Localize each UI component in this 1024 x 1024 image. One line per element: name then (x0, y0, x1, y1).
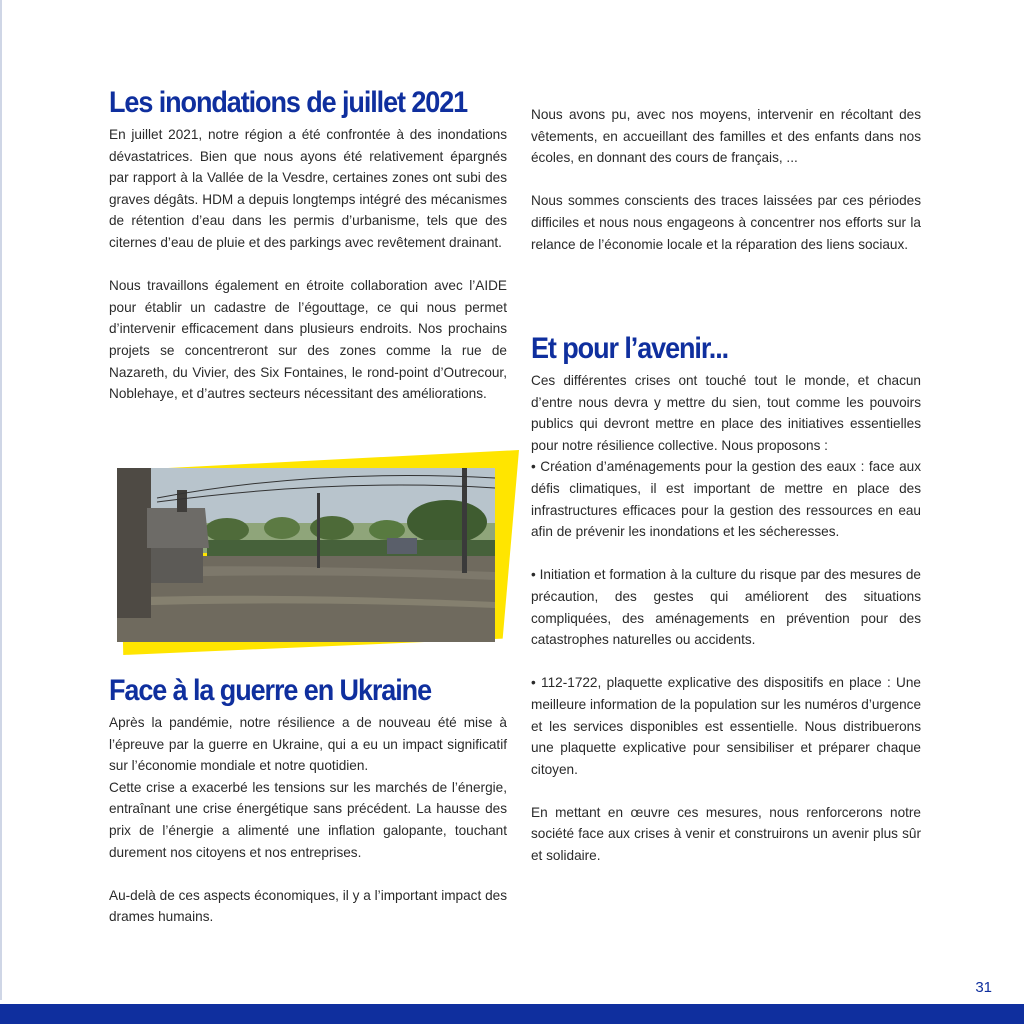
future-intro-paragraph: Ces différentes crises ont touché tout le monde, et chacun d’entre nous devra y mettre du sien, tout comme les pouvoirs publics qui devront mettre en place des initiatives essentielles pour notre résilience collective. Nous proposons : (531, 373, 921, 453)
ukraine-paragraph-3: Au-delà de ces aspects économiques, il y a l’important impact des drames humains. (109, 887, 507, 925)
ukraine-aid-paragraph: Nous avons pu, avec nos moyens, intervenir en récoltant des vêtements, en accueillant des familles et des enfants dans nos écoles, en donnant des cours de français, ... (531, 107, 921, 166)
flood-photo-frame (111, 450, 521, 658)
ukraine-paragraph-2: Cette crise a exacerbé les tensions sur les marchés de l’énergie, entraînant une crise énergétique sans précédent. La hausse des prix de l’énergie a alimenté une inflation galopante, touchant durement nos citoyens et nos entreprises. (109, 779, 507, 860)
commitment-paragraph: Nous sommes conscients des traces laissées par ces périodes difficiles et nous nous engageons à concentrer nos efforts sur la relance de l’économie locale et la réparation des liens sociaux. (531, 193, 921, 252)
page-number: 31 (975, 979, 992, 996)
left-column-lower (109, 670, 507, 928)
floods-paragraph-2: Nous travaillons également en étroite collaboration avec l’AIDE pour établir un cadastre de l’égouttage, ce qui nous permet d’intervenir efficacement dans plusieurs endroits. Nos prochains projets se concentreront sur des zones comme la rue de Nazareth, du Vivier, des Six Fontaines, le rond-point d’Outrecour, Noblehaye, et d’autres secteurs nécessitant des améliorations. (109, 278, 507, 402)
heading-floods: Les inondations de juillet 2021 (109, 86, 468, 119)
floods-paragraph-1: En juillet 2021, notre région a été confrontée à des inondations dévastatrices. Bien que nous ayons été relativement épargnés par rapport à la Vallée de la Vesdre, certaines zones ont subi des graves dégâts. HDM a depuis longtemps intégré des mécanismes de rétention d’eau dans les permis d’urbanisme, tels que des citernes d’eau de pluie et des parkings avec revêtement drainant. (109, 127, 507, 250)
flood-photo (117, 468, 495, 642)
heading-future: Et pour l’avenir... (531, 332, 729, 365)
left-column (109, 82, 507, 405)
future-bullet-emergency: • 112-1722, plaquette explicative des dispositifs en place : Une meilleure information de la population sur les numéros d’urgence et les services disponibles est essentielle. Nous distribuerons une plaquette explicative pour sensibiliser et préparer chaque citoyen. (531, 675, 921, 777)
future-bullet-risk: • Initiation et formation à la culture du risque par des mesures de précaution, des gestes qui améliorent des situations compliquées, des aménagements en prévention pour des catastrophes naturelles ou accidents. (531, 567, 921, 648)
future-conclusion: En mettant en œuvre ces mesures, nous renforcerons notre société face aux crises à venir et construirons un avenir plus sûr et solidaire. (531, 804, 921, 864)
heading-ukraine: Face à la guerre en Ukraine (109, 674, 432, 707)
footer-bar (0, 1004, 1024, 1024)
right-column-lower (531, 328, 921, 867)
ukraine-paragraph-1: Après la pandémie, notre résilience a de nouveau été mise à l’épreuve par la guerre en Ukraine, qui a eu un impact significatif sur l’économie mondiale et notre quotidien. (109, 715, 507, 774)
future-bullet-water: • Création d’aménagements pour la gestion des eaux : face aux défis climatiques, il est important de mettre en place des infrastructures efficaces pour la gestion des ressources en eau afin de prévenir les inondations et les sécheresses. (531, 459, 921, 540)
page-edge-line (0, 0, 2, 1000)
right-column (531, 104, 921, 255)
